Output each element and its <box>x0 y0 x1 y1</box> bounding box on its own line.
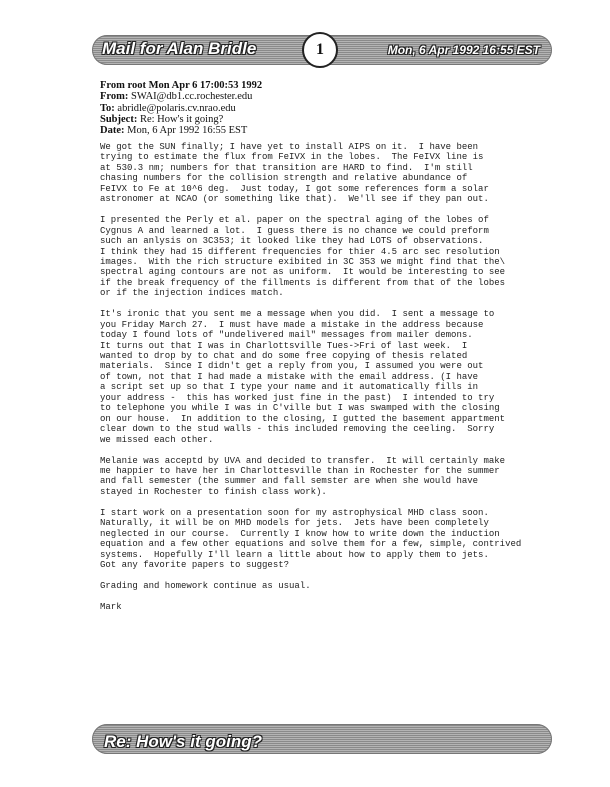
footer-subject: Re: How's it going? <box>104 732 262 751</box>
body-line: equation and a few other equations and solve them for a few, simple, contrived <box>100 539 522 550</box>
date-row <box>100 125 262 136</box>
body-line: Grading and homework continue as usual. <box>100 580 311 591</box>
date-label: Date: <box>100 125 125 137</box>
body-line: of town, not that I had made a mistake with the email address. (I have <box>100 371 479 382</box>
body-line: you Friday March 27. I must have made a mistake in the address because <box>100 319 484 330</box>
body-line: me happier to have her in Charlottesville than in Rochester for the summer <box>100 466 500 476</box>
from-label: From: <box>100 91 129 103</box>
banner-title: Mail for Alan Bridle <box>102 39 257 58</box>
body-line: systems. Hopefully I'll learn a little about how to apply them to jets. <box>100 549 489 560</box>
banner-date: Mon, 6 Apr 1992 16:55 EST <box>387 43 540 57</box>
date-value: Mon, 6 Apr 1992 16:55 EST <box>127 125 248 137</box>
body-line: a script set up so that I type your name and it automatically fills in <box>100 382 479 393</box>
body-paragraph <box>100 142 520 205</box>
body-line: stayed in Rochester to finish class work). <box>100 486 327 497</box>
body-line: astronomer at NCAO (or something like that). We'll see if they pan out. <box>100 194 489 205</box>
body-line: images. With the rich structure exibited in 3C 353 we might find that the\ <box>100 256 506 267</box>
body-line: at 530.3 nm; numbers for that transition are HARD to find. I'm still <box>100 162 473 173</box>
from-row <box>100 91 262 102</box>
body-line: materials. Since I didn't get a reply from you, I assumed you were out <box>100 361 484 372</box>
body-line: I think they had 15 different frequencies for thier 4.5 arc sec resolution <box>100 246 500 257</box>
body-line: chasing numbers for the collision strength and relative abundance of <box>100 173 468 184</box>
mail-headers <box>100 80 262 136</box>
body-line: such an anlysis on 3C353; it looked like they had LOTS of observations. <box>100 236 484 247</box>
body-line: Melanie was acceptd by UVA and decided to transfer. It will certainly make <box>100 455 506 466</box>
body-paragraph <box>100 508 520 571</box>
body-line: FeIVX to Fe at 10^6 deg. Just today, I got some references form a solar <box>100 183 489 194</box>
body-line: we missed each other. <box>100 434 214 445</box>
page-number-badge: 1 <box>302 32 338 68</box>
body-line: neglected in our course. Currently I know how to write down the induction <box>100 528 500 539</box>
body-paragraph <box>100 602 520 612</box>
body-line: It turns out that I was in Charlottsville Tues->Fri of last week. I <box>100 340 468 351</box>
to-label: To: <box>100 102 115 114</box>
body-line: trying to estimate the flux from FeIVX in the lobes. The FeIVX line is <box>100 152 484 163</box>
subject-row <box>100 114 262 125</box>
to-value: abridle@polaris.cv.nrao.edu <box>117 102 236 114</box>
body-line: Mark <box>100 601 122 612</box>
to-row <box>100 103 262 114</box>
body-paragraph <box>100 581 520 591</box>
body-line: I start work on a presentation soon for my astrophysical MHD class soon. <box>100 507 489 518</box>
message-body <box>100 142 520 623</box>
body-line: clear down to the stud walls - this included removing the ceeling. Sorry <box>100 424 495 435</box>
footer-banner <box>92 724 552 754</box>
body-line: Naturally, it will be on MHD models for jets. Jets have been completely <box>100 518 489 529</box>
body-line: I presented the Perly et al. paper on the spectral aging of the lobes of <box>100 215 489 226</box>
body-line: It's ironic that you sent me a message when you did. I sent a message to <box>100 309 495 320</box>
body-line: spectral aging contours are not as uniform. It would be interesting to see <box>100 267 506 278</box>
body-line: Got any favorite papers to suggest? <box>100 560 290 571</box>
body-paragraph <box>100 456 520 498</box>
body-line: We got the SUN finally; I have yet to install AIPS on it. I have been <box>100 142 479 152</box>
body-line: wanted to drop by to chat and do some free copying of thesis related <box>100 351 468 362</box>
body-line: Cygnus A and learned a lot. I guess there is no chance we could preform <box>100 225 489 236</box>
body-line: and fall semester (the summer and fall semster are when she would have <box>100 476 479 487</box>
body-line: on our house. In addition to the closing, I gutted the basement appartment <box>100 413 506 424</box>
subject-label: Subject: <box>100 113 138 125</box>
body-paragraph <box>100 215 520 299</box>
body-paragraph <box>100 309 520 445</box>
body-line: if the break frequency of the fillments is different from that of the lobes <box>100 277 506 288</box>
envelope-line: From root Mon Apr 6 17:00:53 1992 <box>100 80 263 91</box>
from-value: SWAI@db1.cc.rochester.edu <box>131 91 253 103</box>
body-line: your address - this has worked just fine in the past) I intended to try <box>100 392 495 403</box>
body-line: or if the injection indices match. <box>100 288 284 299</box>
subject-value: Re: How's it going? <box>139 113 224 125</box>
body-line: today I found lots of "undelivered mail" messages from mailer demons. <box>100 330 473 341</box>
body-line: to telephone you while I was in C'ville but I was swamped with the closing <box>100 403 500 414</box>
